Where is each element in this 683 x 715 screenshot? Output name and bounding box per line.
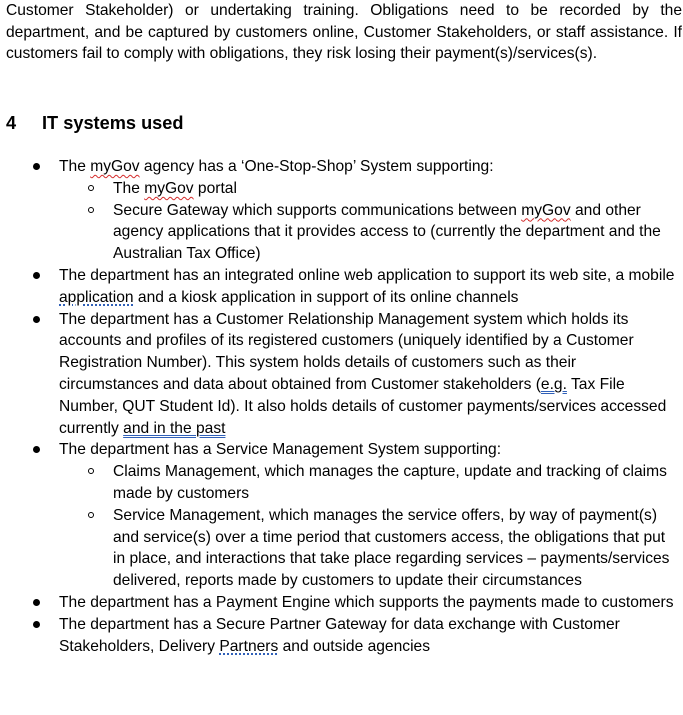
bullet-icon	[33, 621, 40, 628]
bullet-icon	[33, 272, 40, 279]
list-item: The department has a Customer Relationship Management system which holds its accounts and profiles of its registered customers (uniquely identified by a Customer Registration Number). This system holds details of customers such as their circumstances and data about obtained from Customer stakeholders (e.g. Tax File Number, QUT Student Id). It also holds details of customer payments/services accessed currently and in the past	[0, 309, 683, 440]
circle-bullet-icon	[88, 512, 94, 518]
bullet-icon	[33, 599, 40, 606]
list-item: The myGov agency has a ‘One-Stop-Shop’ System supporting: The myGov portal Secure Gateway which supports communications between myGov and other agency applications that it provides access to (currently the department and the Australian Tax Office)	[0, 156, 683, 265]
section-heading	[6, 111, 184, 135]
list-item: The department has a Payment Engine which supports the payments made to customers	[0, 592, 683, 614]
list-item: The department has a Secure Partner Gateway for data exchange with Customer Stakeholders, Delivery Partners and outside agencies	[0, 614, 683, 658]
grammar-flag[interactable]: Partners	[219, 637, 279, 655]
bullet-icon	[33, 316, 40, 323]
sub-list-item: The myGov portal	[59, 178, 677, 200]
list-item: The department has a Service Management System supporting: Claims Management, which manages the capture, update and tracking of claims made by customers Service Management, which manages the service offers, by way of payment(s) and service(s) over a time period that customers access, the obligations that put in place, and interactions that take place regarding services – payments/services delivered, reports made by customers to update their circumstances	[0, 439, 683, 592]
intro-paragraph: Customer Stakeholder) or undertaking training. Obligations need to be recorded by the department, and be captured by customers online, Customer Stakeholders, or staff assistance. If customers fail to comply with obligations, they risk losing their payment(s)/services(s).	[6, 2, 682, 63]
spelling-flag[interactable]: myGov	[144, 179, 194, 197]
circle-bullet-icon	[88, 468, 94, 474]
sub-list	[59, 178, 677, 265]
grammar-flag[interactable]: application	[59, 288, 134, 306]
section-title: IT systems used	[42, 113, 184, 133]
grammar-flag[interactable]: e.g.	[540, 375, 567, 393]
circle-bullet-icon	[88, 185, 94, 191]
spelling-flag[interactable]: myGov	[90, 158, 140, 175]
sub-list-item: Claims Management, which manages the capture, update and tracking of claims made by customers	[59, 461, 677, 505]
sub-list-item: Service Management, which manages the service offers, by way of payment(s) and service(s) over a time period that customers access, the obligations that put in place, and interactions that take place regarding services – payments/services delivered, reports made by customers to update their circumstances	[59, 505, 677, 592]
circle-bullet-icon	[88, 207, 94, 213]
spelling-flag[interactable]: myGov	[521, 201, 571, 219]
sub-list	[59, 461, 677, 592]
list-item: The department has an integrated online web application to support its web site, a mobile application and a kiosk application in support of its online channels	[0, 265, 683, 309]
bullet-list	[0, 156, 683, 657]
sub-list-item: Secure Gateway which supports communications between myGov and other agency applications that it provides access to (currently the department and the Australian Tax Office)	[59, 200, 677, 265]
grammar-flag[interactable]: and in the past	[123, 419, 226, 437]
bullet-icon	[33, 163, 40, 170]
bullet-icon	[33, 446, 40, 453]
section-number: 4	[6, 113, 17, 133]
